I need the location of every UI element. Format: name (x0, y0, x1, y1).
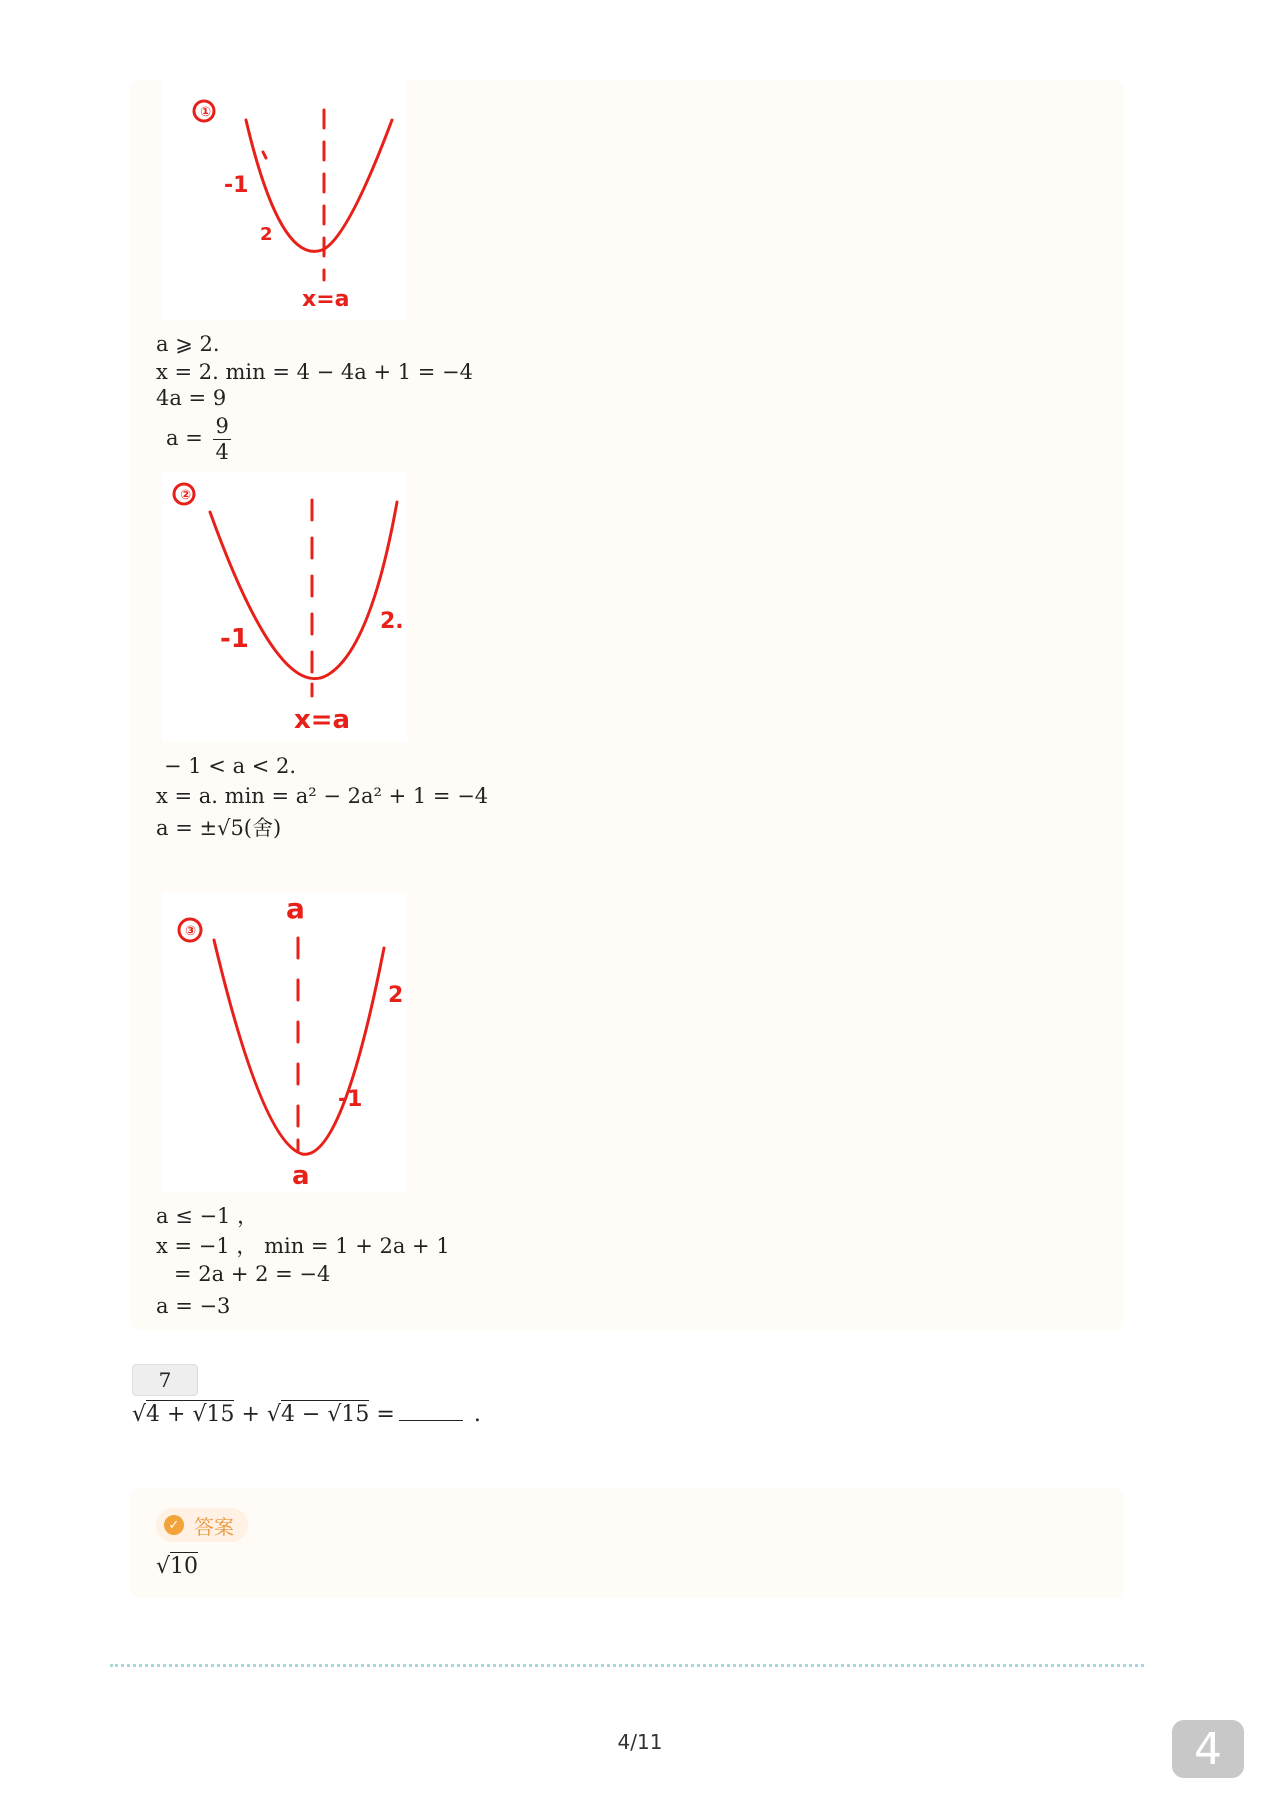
case2-line1: − 1 < a < 2. (164, 754, 297, 778)
figure-2-point-2: 2. (380, 609, 404, 634)
case3-line4: a = −3 (156, 1294, 231, 1318)
page-number-badge[interactable]: 4 (1172, 1720, 1244, 1778)
page-divider (110, 1664, 1144, 1667)
figure-2-label: ② (180, 488, 192, 503)
figure-3-point-minus1: -1 (338, 1087, 363, 1112)
case1-line3: 4a = 9 (156, 386, 227, 410)
figure-1-axis-label: x=a (302, 287, 350, 312)
figure-3-label: ③ (185, 924, 197, 939)
sqrt-term-a: √4 + √15 (132, 1402, 235, 1427)
question-number-badge: 7 (132, 1364, 198, 1396)
figure-2-point-minus1: -1 (220, 624, 249, 654)
answer-badge (156, 1508, 248, 1542)
case1-line4: a = $\frac{9}{4}$ (166, 414, 229, 464)
sqrt-term-b: √4 − √15 (266, 1402, 370, 1427)
figure-3-point-2: 2 (388, 983, 404, 1008)
case1-line2: x = 2. min = 4 − 4a + 1 = −4 (156, 360, 473, 384)
answer-badge-label: 答案 (194, 1514, 234, 1539)
answer-value: √10 (156, 1554, 199, 1579)
case2-line2: x = a. min = a² − 2a² + 1 = −4 (156, 784, 489, 808)
fraction-nine-fourths: $\frac{9}{4}$ (215, 414, 229, 464)
answer-blank (399, 1420, 463, 1421)
figure-3-top-label: a (286, 892, 305, 925)
page-counter: 4/11 (617, 1730, 663, 1754)
figure-2-axis-label: x=a (294, 705, 351, 735)
figure-1-point-2: 2 (260, 224, 273, 245)
case3-line1: a ≤ −1 ， (156, 1204, 259, 1228)
solution-panel (130, 80, 1124, 1330)
parabola-figure-2 (162, 472, 407, 742)
parabola-figure-1 (162, 80, 407, 320)
case1-line1: a ⩾ 2. (156, 332, 220, 356)
question-expression: √4 + √15 + √4 − √15 = . (132, 1402, 481, 1427)
answer-panel (130, 1488, 1124, 1598)
case2-line3: a = ±√5(舍) (156, 816, 282, 840)
figure-1-point-minus1: -1 (224, 173, 249, 198)
case3-line2: x = −1 ， min = 1 + 2a + 1 (156, 1234, 450, 1258)
case3-line3: = 2a + 2 = −4 (174, 1262, 331, 1286)
check-icon: ✓ (164, 1515, 184, 1535)
figure-3-bottom-label: a (292, 1161, 310, 1191)
figure-1-label: ① (200, 105, 212, 120)
parabola-figure-3 (162, 892, 407, 1192)
